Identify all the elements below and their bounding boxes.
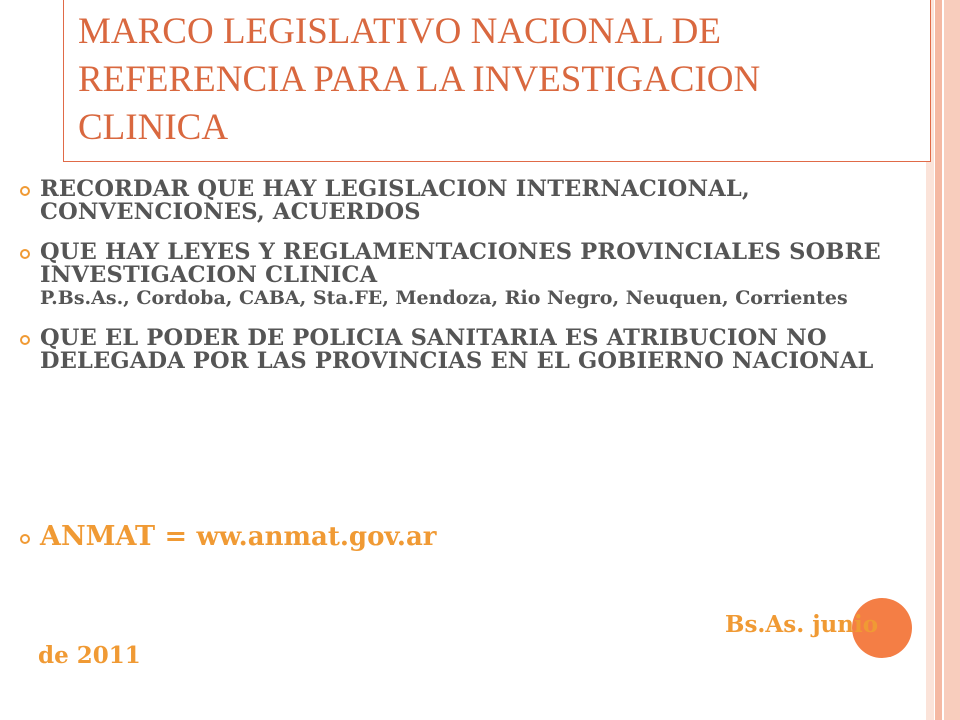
bullet-item	[18, 241, 948, 310]
bullet-item	[18, 327, 948, 373]
date-line-2: de 2011	[38, 642, 141, 669]
bullet-text: QUE EL PODER DE POLICIA SANITARIA ES ATRIBUCION NO DELEGADA POR LAS PROVINCIAS EN EL GOBIERNO NACIONAL	[40, 325, 874, 374]
bullet-marker-icon	[20, 534, 30, 544]
anmat-line	[18, 521, 437, 552]
bullet-marker-icon	[20, 335, 30, 345]
bullet-list	[18, 178, 948, 373]
bullet-subtext: P.Bs.As., Cordoba, CABA, Sta.FE, Mendoza, Rio Negro, Neuquen, Corrientes	[40, 287, 848, 309]
anmat-label: ANMAT =	[40, 521, 197, 552]
bullet-text: RECORDAR QUE HAY LEGISLACION INTERNACIONAL, CONVENCIONES, ACUERDOS	[40, 176, 750, 225]
slide-title: MARCO LEGISLATIVO NACIONAL DE REFERENCIA PARA LA INVESTIGACION CLINICA	[78, 11, 761, 148]
bullet-text: QUE HAY LEYES Y REGLAMENTACIONES PROVINCIALES SOBRE INVESTIGACION CLINICA	[40, 239, 881, 288]
anmat-url-link[interactable]: ww.anmat.gov.ar	[196, 522, 437, 552]
title-box	[63, 0, 931, 162]
bullet-marker-icon	[20, 186, 30, 196]
bullet-item	[18, 178, 948, 224]
bullet-marker-icon	[20, 249, 30, 259]
date-line-1: Bs.As. junio	[725, 611, 879, 638]
